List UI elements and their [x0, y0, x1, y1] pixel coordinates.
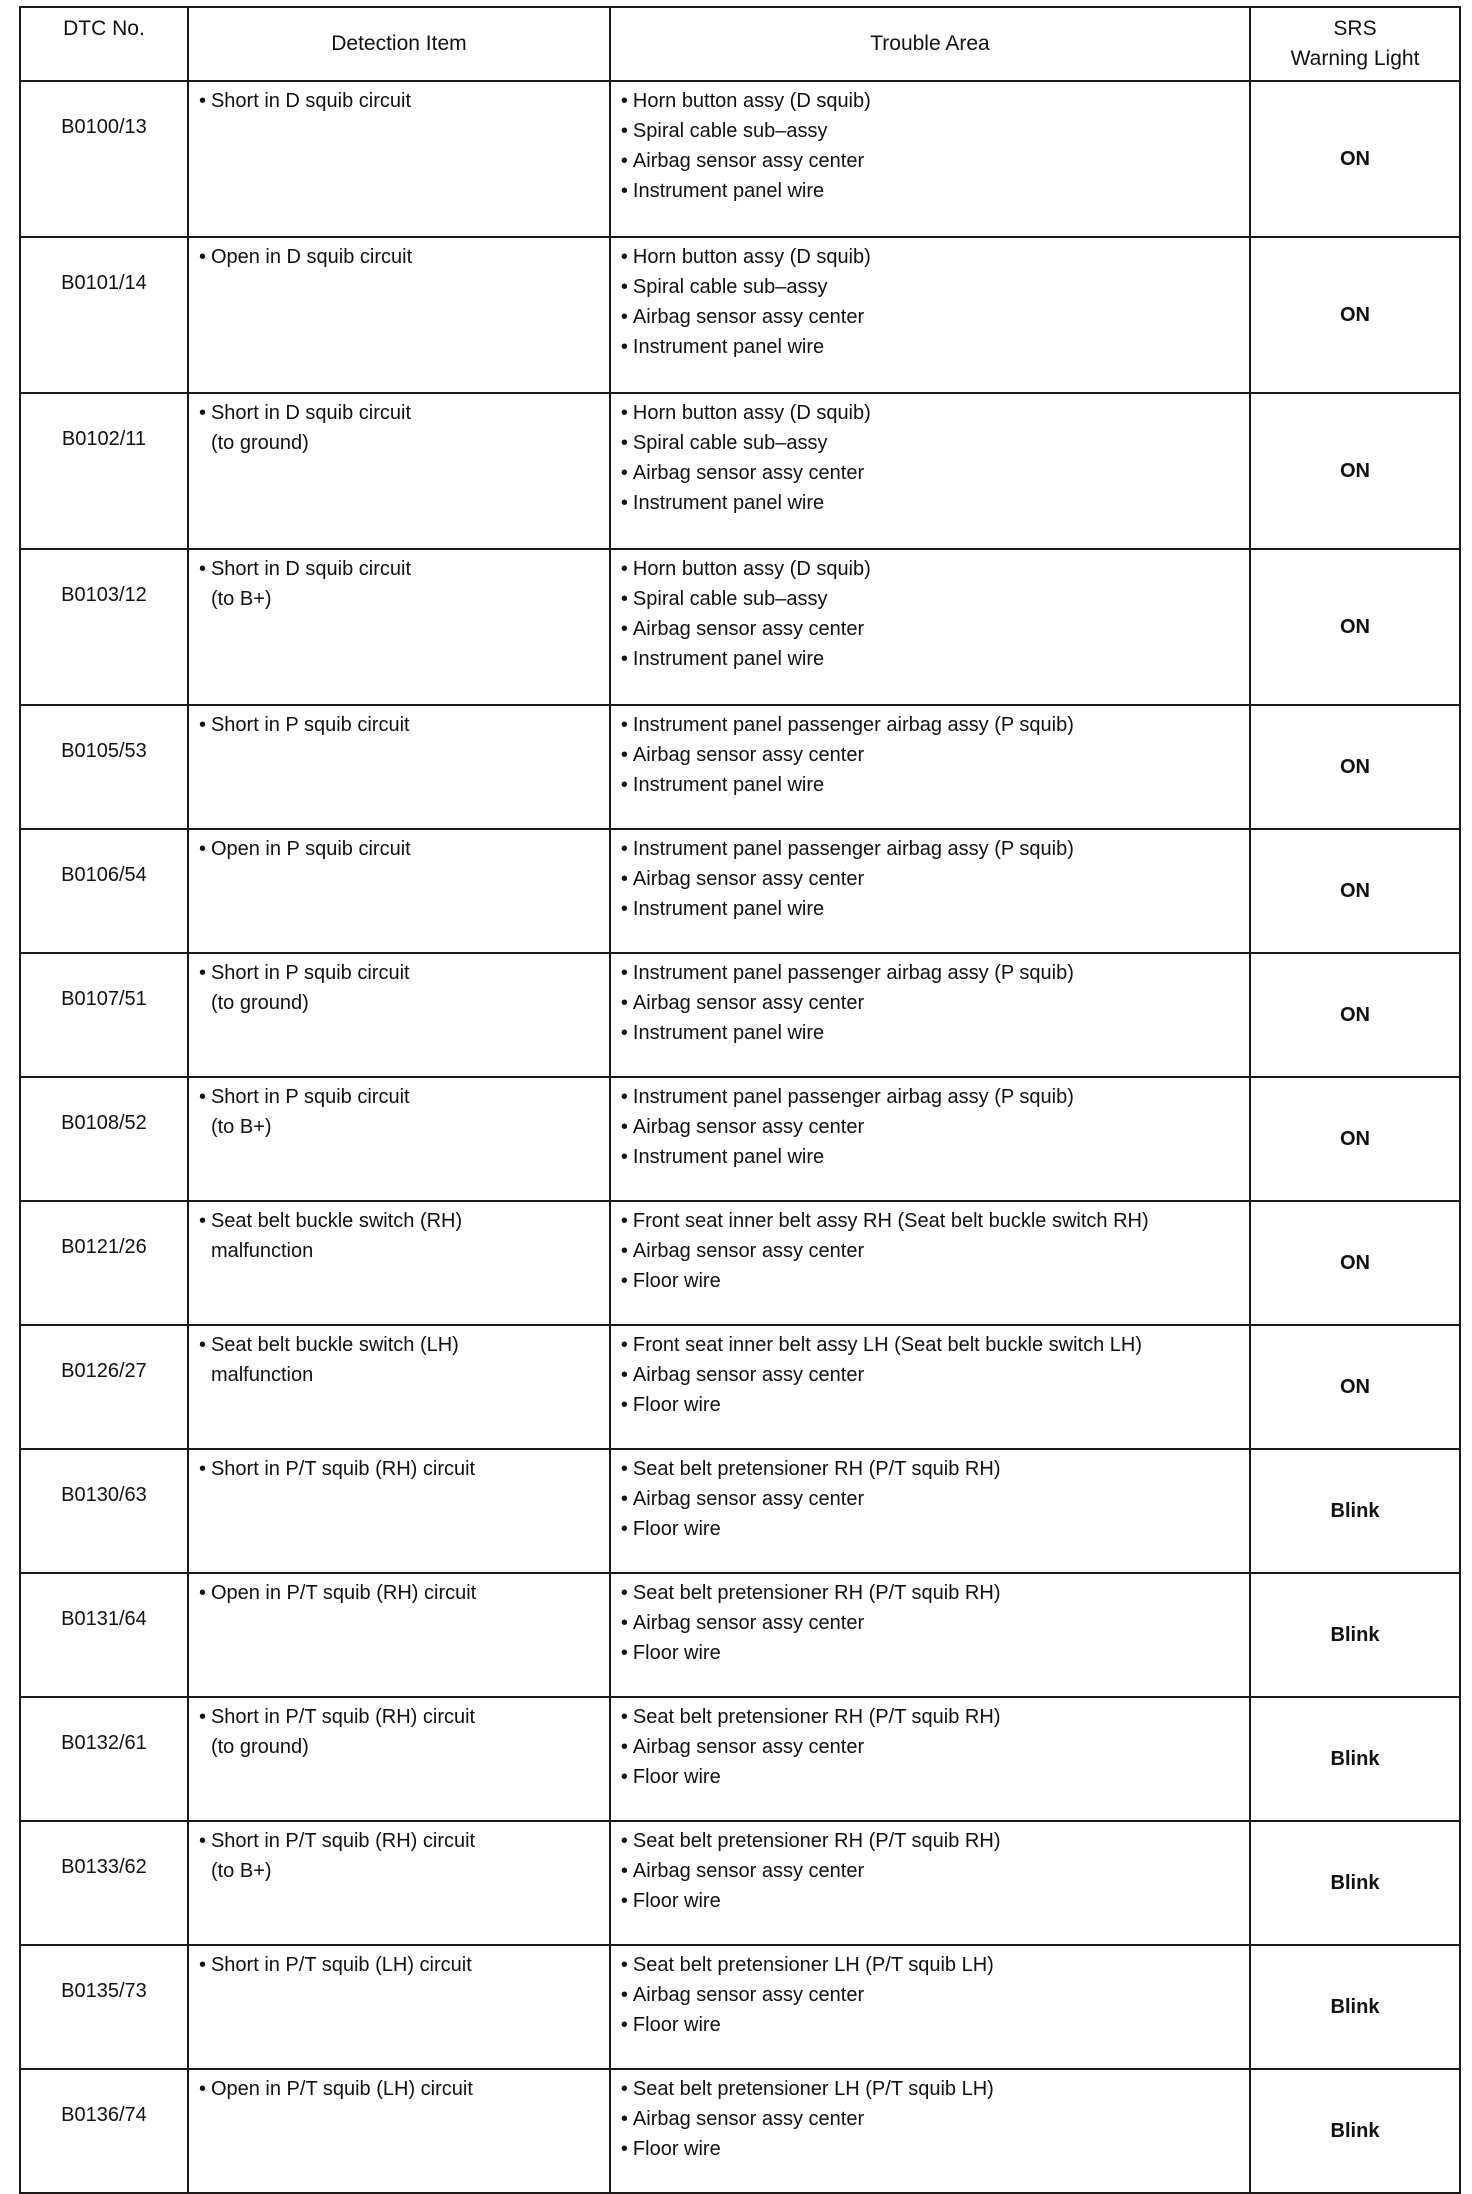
trouble-area-text: Floor wire — [632, 1518, 721, 1540]
bullet-icon: • — [198, 1582, 206, 1604]
trouble-area-text: Airbag sensor assy center — [632, 1116, 865, 1138]
dtc-number-cell: B0136/74 — [20, 2069, 188, 2193]
table-row — [20, 705, 1460, 829]
detection-item-cell — [188, 829, 610, 953]
srs-warning-light-cell: ON — [1250, 549, 1460, 705]
header-trouble-area: Trouble Area — [610, 7, 1250, 81]
srs-warning-light-cell: ON — [1250, 1201, 1460, 1325]
bullet-icon: • — [620, 2138, 628, 2160]
bullet-icon: • — [620, 1766, 628, 1788]
table-row — [20, 1697, 1460, 1821]
trouble-area-item — [621, 488, 1249, 518]
bullet-icon: • — [198, 402, 206, 424]
table-row — [20, 1077, 1460, 1201]
dtc-number-cell: B0100/13 — [20, 81, 188, 237]
dtc-number-cell: B0107/51 — [20, 953, 188, 1077]
srs-warning-light-cell: ON — [1250, 81, 1460, 237]
trouble-area-text: Airbag sensor assy center — [632, 1736, 865, 1758]
table-row — [20, 1201, 1460, 1325]
trouble-area-text: Seat belt pretensioner RH (P/T squib RH) — [632, 1706, 1001, 1728]
trouble-area-text: Airbag sensor assy center — [632, 1488, 865, 1510]
table-row — [20, 393, 1460, 549]
detection-item-cell — [188, 1821, 610, 1945]
trouble-area-text: Floor wire — [632, 2014, 721, 2036]
dtc-number-cell: B0101/14 — [20, 237, 188, 393]
trouble-area-item — [621, 1514, 1249, 1544]
table-row — [20, 953, 1460, 1077]
bullet-icon: • — [620, 2078, 628, 2100]
detection-text: Short in P/T squib (RH) circuit — [210, 1830, 476, 1852]
trouble-area-text: Airbag sensor assy center — [632, 744, 865, 766]
trouble-area-cell — [610, 1821, 1250, 1945]
dtc-number-cell: B0108/52 — [20, 1077, 188, 1201]
trouble-area-text: Instrument panel wire — [632, 898, 825, 920]
bullet-icon: • — [620, 1116, 628, 1138]
detection-item-cell — [188, 237, 610, 393]
srs-warning-light-cell: ON — [1250, 237, 1460, 393]
bullet-icon: • — [620, 1830, 628, 1852]
header-dtc-no: DTC No. — [20, 7, 188, 81]
trouble-area-text: Floor wire — [632, 1766, 721, 1788]
bullet-icon: • — [620, 462, 628, 484]
bullet-icon: • — [620, 898, 628, 920]
bullet-icon: • — [620, 618, 628, 640]
table-row — [20, 1325, 1460, 1449]
trouble-area-text: Horn button assy (D squib) — [632, 558, 871, 580]
trouble-area-item — [621, 242, 1249, 272]
dtc-number-cell: B0133/62 — [20, 1821, 188, 1945]
dtc-table — [19, 6, 1461, 2194]
srs-warning-light-cell: Blink — [1250, 1449, 1460, 1573]
bullet-icon: • — [620, 1334, 628, 1356]
trouble-area-text: Airbag sensor assy center — [632, 992, 865, 1014]
trouble-area-text: Floor wire — [632, 1394, 721, 1416]
bullet-icon: • — [198, 1830, 206, 1852]
trouble-area-text: Horn button assy (D squib) — [632, 402, 871, 424]
trouble-area-item — [621, 1390, 1249, 1420]
trouble-area-item — [621, 302, 1249, 332]
trouble-area-text: Instrument panel passenger airbag assy (P squib) — [632, 1086, 1074, 1108]
bullet-icon: • — [620, 1642, 628, 1664]
detection-text: (to B+) — [210, 588, 272, 610]
trouble-area-item — [621, 1886, 1249, 1916]
trouble-area-cell — [610, 1573, 1250, 1697]
detection-text: Short in D squib circuit — [210, 558, 412, 580]
table-header — [20, 7, 1460, 81]
bullet-icon: • — [198, 1210, 206, 1232]
bullet-icon: • — [620, 180, 628, 202]
trouble-area-item — [621, 1454, 1249, 1484]
bullet-icon: • — [620, 1890, 628, 1912]
bullet-icon: • — [620, 838, 628, 860]
bullet-icon: • — [620, 1954, 628, 1976]
table-row — [20, 549, 1460, 705]
header-srs-warning-light — [1250, 7, 1460, 81]
bullet-icon: • — [620, 1518, 628, 1540]
trouble-area-text: Floor wire — [632, 1890, 721, 1912]
detection-item-cell — [188, 1201, 610, 1325]
bullet-icon: • — [198, 1334, 206, 1356]
trouble-area-cell — [610, 953, 1250, 1077]
trouble-area-text: Instrument panel wire — [632, 774, 825, 796]
detection-item-cell — [188, 2069, 610, 2193]
trouble-area-text: Airbag sensor assy center — [632, 1364, 865, 1386]
trouble-area-item — [621, 1236, 1249, 1266]
trouble-area-item — [621, 1732, 1249, 1762]
srs-warning-light-cell: Blink — [1250, 1945, 1460, 2069]
bullet-icon: • — [198, 1706, 206, 1728]
trouble-area-text: Seat belt pretensioner LH (P/T squib LH) — [632, 2078, 994, 2100]
trouble-area-text: Seat belt pretensioner RH (P/T squib RH) — [632, 1830, 1001, 1852]
table-row — [20, 1449, 1460, 1573]
bullet-icon: • — [620, 492, 628, 514]
bullet-icon: • — [620, 774, 628, 796]
trouble-area-item — [621, 988, 1249, 1018]
detection-text: Short in P/T squib (LH) circuit — [210, 1954, 472, 1976]
dtc-number-cell: B0132/61 — [20, 1697, 188, 1821]
trouble-area-item — [621, 86, 1249, 116]
trouble-area-item — [621, 116, 1249, 146]
detection-text: Open in P/T squib (LH) circuit — [210, 2078, 473, 2100]
srs-warning-light-cell: Blink — [1250, 1821, 1460, 1945]
dtc-number-cell: B0130/63 — [20, 1449, 188, 1573]
trouble-area-item — [621, 1950, 1249, 1980]
trouble-area-cell — [610, 829, 1250, 953]
table-row — [20, 1573, 1460, 1697]
trouble-area-cell — [610, 1201, 1250, 1325]
trouble-area-item — [621, 176, 1249, 206]
trouble-area-item — [621, 146, 1249, 176]
bullet-icon: • — [620, 1240, 628, 1262]
trouble-area-text: Horn button assy (D squib) — [632, 246, 871, 268]
trouble-area-item — [621, 614, 1249, 644]
trouble-area-item — [621, 272, 1249, 302]
trouble-area-text: Horn button assy (D squib) — [632, 90, 871, 112]
trouble-area-item — [621, 1638, 1249, 1668]
trouble-area-item — [621, 1360, 1249, 1390]
trouble-area-item — [621, 1082, 1249, 1112]
trouble-area-text: Instrument panel wire — [632, 180, 825, 202]
detection-text: Short in P squib circuit — [210, 962, 410, 984]
trouble-area-item — [621, 834, 1249, 864]
bullet-icon: • — [620, 402, 628, 424]
trouble-area-text: Spiral cable sub–assy — [632, 276, 828, 298]
detection-item-cell — [188, 1449, 610, 1573]
table-row — [20, 81, 1460, 237]
trouble-area-item — [621, 1018, 1249, 1048]
trouble-area-text: Airbag sensor assy center — [632, 150, 865, 172]
trouble-area-text: Instrument panel passenger airbag assy (P squib) — [632, 714, 1074, 736]
srs-warning-light-cell: Blink — [1250, 1697, 1460, 1821]
detection-text: malfunction — [210, 1364, 314, 1386]
detection-text: Short in P/T squib (RH) circuit — [210, 1706, 476, 1728]
bullet-icon: • — [620, 2014, 628, 2036]
bullet-icon: • — [620, 1582, 628, 1604]
bullet-icon: • — [198, 90, 206, 112]
dtc-number-cell: B0103/12 — [20, 549, 188, 705]
table-body — [20, 81, 1460, 2193]
trouble-area-text: Airbag sensor assy center — [632, 1240, 865, 1262]
bullet-icon: • — [620, 868, 628, 890]
trouble-area-text: Front seat inner belt assy RH (Seat belt buckle switch RH) — [632, 1210, 1149, 1232]
trouble-area-item — [621, 1578, 1249, 1608]
detection-item-cell — [188, 549, 610, 705]
trouble-area-text: Airbag sensor assy center — [632, 306, 865, 328]
trouble-area-item — [621, 894, 1249, 924]
srs-warning-light-cell: ON — [1250, 705, 1460, 829]
bullet-icon: • — [620, 246, 628, 268]
detection-item-cell — [188, 953, 610, 1077]
srs-warning-light-cell: ON — [1250, 393, 1460, 549]
detection-text: Short in P squib circuit — [210, 1086, 410, 1108]
bullet-icon: • — [198, 714, 206, 736]
bullet-icon: • — [620, 1022, 628, 1044]
header-srs-line1: SRS — [1333, 17, 1377, 40]
detection-text: (to ground) — [210, 992, 309, 1014]
trouble-area-text: Airbag sensor assy center — [632, 618, 865, 640]
bullet-icon: • — [620, 1612, 628, 1634]
bullet-icon: • — [620, 120, 628, 142]
trouble-area-item — [621, 1206, 1249, 1236]
bullet-icon: • — [198, 1954, 206, 1976]
table-row — [20, 1945, 1460, 2069]
detection-text: (to B+) — [210, 1860, 272, 1882]
detection-text: Open in P squib circuit — [210, 838, 411, 860]
trouble-area-item — [621, 584, 1249, 614]
srs-warning-light-cell: Blink — [1250, 2069, 1460, 2193]
trouble-area-item — [621, 428, 1249, 458]
bullet-icon: • — [620, 648, 628, 670]
trouble-area-text: Seat belt pretensioner LH (P/T squib LH) — [632, 1954, 994, 1976]
trouble-area-text: Spiral cable sub–assy — [632, 120, 828, 142]
detection-item-cell — [188, 1077, 610, 1201]
bullet-icon: • — [620, 1984, 628, 2006]
bullet-icon: • — [620, 2108, 628, 2130]
trouble-area-cell — [610, 705, 1250, 829]
bullet-icon: • — [620, 432, 628, 454]
trouble-area-cell — [610, 1077, 1250, 1201]
trouble-area-text: Floor wire — [632, 1642, 721, 1664]
bullet-icon: • — [620, 1860, 628, 1882]
trouble-area-item — [621, 1112, 1249, 1142]
trouble-area-item — [621, 958, 1249, 988]
detection-text: (to B+) — [210, 1116, 272, 1138]
header-detection-item: Detection Item — [188, 7, 610, 81]
detection-item-cell — [188, 1573, 610, 1697]
dtc-number-cell: B0135/73 — [20, 1945, 188, 2069]
table-row — [20, 2069, 1460, 2193]
trouble-area-item — [621, 1980, 1249, 2010]
trouble-area-cell — [610, 1325, 1250, 1449]
bullet-icon: • — [198, 1458, 206, 1480]
detection-text: (to ground) — [210, 1736, 309, 1758]
bullet-icon: • — [620, 306, 628, 328]
bullet-icon: • — [620, 1458, 628, 1480]
srs-warning-light-cell: ON — [1250, 953, 1460, 1077]
trouble-area-item — [621, 864, 1249, 894]
trouble-area-item — [621, 458, 1249, 488]
dtc-number-cell: B0102/11 — [20, 393, 188, 549]
detection-text: Short in D squib circuit — [210, 402, 412, 424]
bullet-icon: • — [620, 150, 628, 172]
trouble-area-cell — [610, 237, 1250, 393]
bullet-icon: • — [198, 246, 206, 268]
trouble-area-text: Instrument panel passenger airbag assy (P squib) — [632, 838, 1074, 860]
detection-text: Open in D squib circuit — [210, 246, 413, 268]
trouble-area-text: Instrument panel wire — [632, 492, 825, 514]
trouble-area-item — [621, 710, 1249, 740]
trouble-area-text: Instrument panel wire — [632, 336, 825, 358]
bullet-icon: • — [620, 276, 628, 298]
srs-warning-light-cell: ON — [1250, 1325, 1460, 1449]
trouble-area-item — [621, 1826, 1249, 1856]
trouble-area-text: Instrument panel passenger airbag assy (P squib) — [632, 962, 1074, 984]
bullet-icon: • — [620, 962, 628, 984]
bullet-icon: • — [620, 1488, 628, 1510]
trouble-area-item — [621, 1142, 1249, 1172]
trouble-area-cell — [610, 2069, 1250, 2193]
dtc-number-cell: B0131/64 — [20, 1573, 188, 1697]
trouble-area-text: Instrument panel wire — [632, 648, 825, 670]
detection-item-cell — [188, 705, 610, 829]
trouble-area-item — [621, 554, 1249, 584]
bullet-icon: • — [198, 2078, 206, 2100]
bullet-icon: • — [620, 1736, 628, 1758]
trouble-area-text: Airbag sensor assy center — [632, 462, 865, 484]
detection-text: Seat belt buckle switch (RH) — [210, 1210, 463, 1232]
trouble-area-item — [621, 2010, 1249, 2040]
bullet-icon: • — [620, 588, 628, 610]
bullet-icon: • — [620, 992, 628, 1014]
detection-text: Short in P squib circuit — [210, 714, 410, 736]
trouble-area-item — [621, 332, 1249, 362]
trouble-area-text: Seat belt pretensioner RH (P/T squib RH) — [632, 1582, 1001, 1604]
trouble-area-item — [621, 1484, 1249, 1514]
trouble-area-item — [621, 1330, 1249, 1360]
bullet-icon: • — [620, 1146, 628, 1168]
bullet-icon: • — [198, 558, 206, 580]
detection-text: (to ground) — [210, 432, 309, 454]
bullet-icon: • — [620, 558, 628, 580]
dtc-number-cell: B0126/27 — [20, 1325, 188, 1449]
trouble-area-item — [621, 398, 1249, 428]
bullet-icon: • — [620, 1086, 628, 1108]
bullet-icon: • — [620, 744, 628, 766]
detection-text: malfunction — [210, 1240, 314, 1262]
trouble-area-item — [621, 2134, 1249, 2164]
trouble-area-item — [621, 2104, 1249, 2134]
detection-text: Open in P/T squib (RH) circuit — [210, 1582, 477, 1604]
trouble-area-text: Seat belt pretensioner RH (P/T squib RH) — [632, 1458, 1001, 1480]
detection-text: Short in P/T squib (RH) circuit — [210, 1458, 476, 1480]
trouble-area-cell — [610, 1697, 1250, 1821]
trouble-area-text: Front seat inner belt assy LH (Seat belt buckle switch LH) — [632, 1334, 1143, 1356]
trouble-area-text: Airbag sensor assy center — [632, 868, 865, 890]
detection-item-cell — [188, 1697, 610, 1821]
dtc-number-cell: B0105/53 — [20, 705, 188, 829]
bullet-icon: • — [198, 838, 206, 860]
bullet-icon: • — [198, 1086, 206, 1108]
header-row — [20, 7, 1460, 81]
trouble-area-text: Instrument panel wire — [632, 1146, 825, 1168]
table-row — [20, 1821, 1460, 1945]
bullet-icon: • — [620, 1210, 628, 1232]
bullet-icon: • — [620, 1270, 628, 1292]
bullet-icon: • — [198, 962, 206, 984]
trouble-area-item — [621, 1856, 1249, 1886]
trouble-area-cell — [610, 1449, 1250, 1573]
detection-item-cell — [188, 1945, 610, 2069]
detection-text: Seat belt buckle switch (LH) — [210, 1334, 459, 1356]
bullet-icon: • — [620, 1394, 628, 1416]
trouble-area-item — [621, 1608, 1249, 1638]
trouble-area-text: Airbag sensor assy center — [632, 1860, 865, 1882]
srs-warning-light-cell: ON — [1250, 1077, 1460, 1201]
table-row — [20, 829, 1460, 953]
dtc-number-cell: B0121/26 — [20, 1201, 188, 1325]
trouble-area-text: Spiral cable sub–assy — [632, 432, 828, 454]
trouble-area-item — [621, 644, 1249, 674]
trouble-area-text: Instrument panel wire — [632, 1022, 825, 1044]
trouble-area-item — [621, 740, 1249, 770]
detection-item-cell — [188, 393, 610, 549]
trouble-area-cell — [610, 81, 1250, 237]
trouble-area-text: Floor wire — [632, 2138, 721, 2160]
srs-warning-light-cell: ON — [1250, 829, 1460, 953]
table-row — [20, 237, 1460, 393]
trouble-area-text: Floor wire — [632, 1270, 721, 1292]
trouble-area-text: Airbag sensor assy center — [632, 1612, 865, 1634]
trouble-area-cell — [610, 393, 1250, 549]
trouble-area-item — [621, 770, 1249, 800]
detection-item-cell — [188, 81, 610, 237]
detection-item-cell — [188, 1325, 610, 1449]
bullet-icon: • — [620, 1706, 628, 1728]
trouble-area-item — [621, 1702, 1249, 1732]
bullet-icon: • — [620, 336, 628, 358]
bullet-icon: • — [620, 1364, 628, 1386]
trouble-area-text: Airbag sensor assy center — [632, 2108, 865, 2130]
detection-text: Short in D squib circuit — [210, 90, 412, 112]
trouble-area-text: Airbag sensor assy center — [632, 1984, 865, 2006]
dtc-number-cell: B0106/54 — [20, 829, 188, 953]
srs-warning-light-cell: Blink — [1250, 1573, 1460, 1697]
trouble-area-cell — [610, 549, 1250, 705]
trouble-area-item — [621, 1762, 1249, 1792]
trouble-area-item — [621, 1266, 1249, 1296]
trouble-area-cell — [610, 1945, 1250, 2069]
trouble-area-item — [621, 2074, 1249, 2104]
trouble-area-text: Spiral cable sub–assy — [632, 588, 828, 610]
bullet-icon: • — [620, 90, 628, 112]
header-srs-line2: Warning Light — [1290, 47, 1420, 70]
bullet-icon: • — [620, 714, 628, 736]
